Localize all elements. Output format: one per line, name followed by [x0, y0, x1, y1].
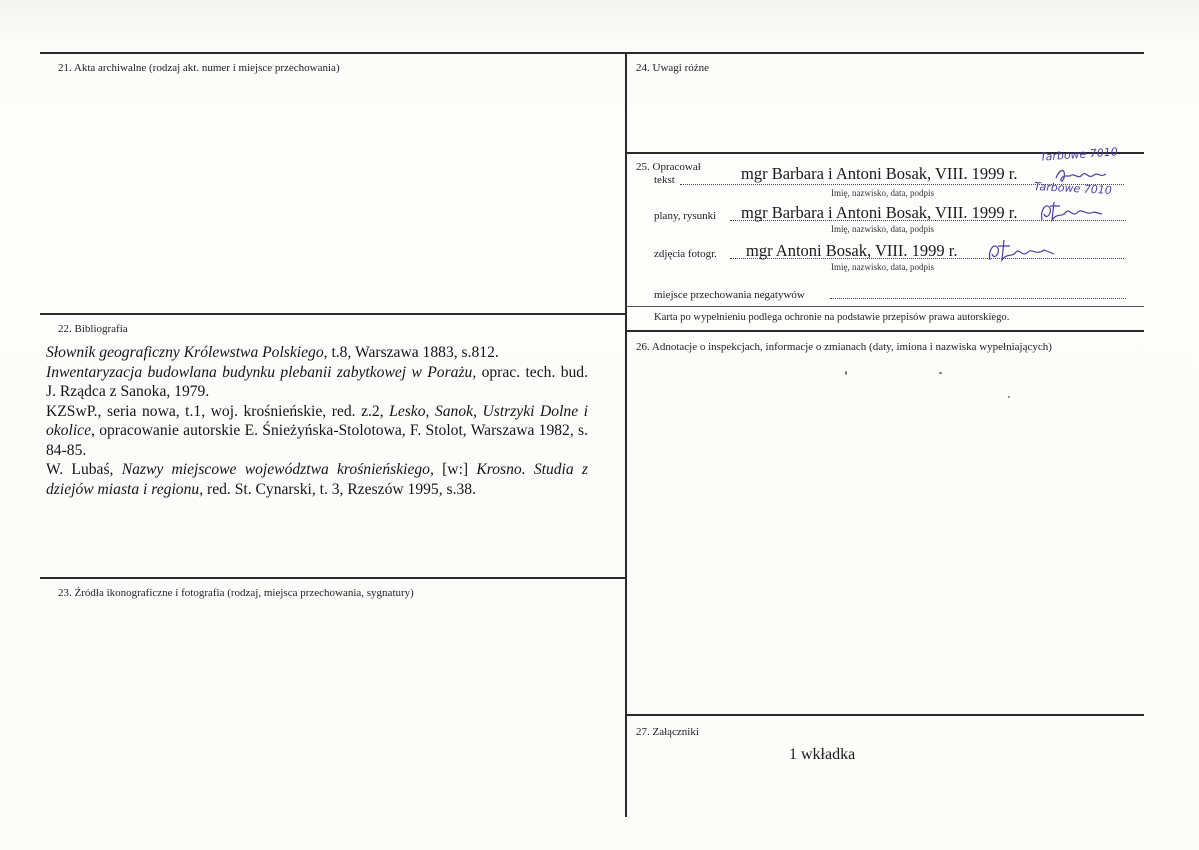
attachments-value: 1 wkładka — [789, 746, 856, 763]
speck — [845, 371, 847, 375]
section-21-label: 21. Akta archiwalne (rodzaj akt. numer i miejsce przechowania) — [58, 62, 340, 74]
zdjecia-caption: Imię, nazwisko, data, podpis — [831, 262, 934, 272]
bibliography — [46, 343, 588, 499]
speck — [939, 372, 942, 374]
bib-entry: W. Lubaś, Nazwy miejscowe województwa krośnieńskiego, [w:] Krosno. Studia z dziejów miasta i regionu, red. St. Cynarski, t. 3, Rzeszów 1995, s.38. — [46, 461, 588, 498]
plany-caption: Imię, nazwisko, data, podpis — [831, 224, 934, 234]
zdjecia-value: mgr Antoni Bosak, VIII. 1999 r. — [746, 241, 958, 260]
signature-tekst — [1052, 164, 1112, 186]
section-27-label: 27. Załączniki — [636, 726, 699, 738]
center-divider — [625, 52, 627, 817]
rule-26-27 — [626, 714, 1144, 716]
rule-21-22 — [40, 313, 626, 315]
section-22-label: 22. Bibliografia — [58, 323, 128, 335]
plany-label: plany, rysunki — [654, 210, 717, 222]
copyright-note: Karta po wypełnieniu podlega ochronie na podstawie przepisów prawa autorskiego. — [654, 312, 1010, 323]
plany-value: mgr Barbara i Antoni Bosak, VIII. 1999 r. — [741, 203, 1018, 222]
handwritten-note-second: Tarbowe 7010 — [1033, 179, 1113, 198]
bib-entry: Inwentaryzacja budowlana budynku plebanii zabytkowej w Porażu, oprac. tech. bud. J. Rządca z Sanoka, 1979. — [46, 363, 588, 400]
negatywy-dots — [830, 298, 1126, 299]
bib-entry: Słownik geograficzny Królewstwa Polskiego, t.8, Warszawa 1883, s.812. — [46, 344, 499, 361]
bib-entry: KZSwP., seria nowa, t.1, woj. krośnieńskie, red. z.2, Lesko, Sanok, Ustrzyki Dolne i okolice, opracowanie autorskie E. Śnieżyńska-Stolotowa, F. Stolot, Warszawa 1982, s. 84-85. — [46, 402, 588, 459]
rule-22-23 — [40, 577, 626, 579]
signature-plany — [1036, 200, 1108, 224]
section-25-label: 25. Opracował — [636, 161, 701, 173]
section-24-label: 24. Uwagi różne — [636, 62, 710, 74]
handwritten-note-top: Tarbowe 7010 — [1039, 145, 1119, 164]
tekst-label: tekst — [654, 174, 675, 186]
rule-25-26 — [626, 330, 1144, 332]
section-26-label: 26. Adnotacje o inspekcjach, informacje o zmianach (daty, imiona i nazwiska wypełniających) — [636, 341, 1052, 353]
tekst-caption: Imię, nazwisko, data, podpis — [831, 188, 934, 198]
signature-zdjecia — [984, 238, 1060, 264]
negatywy-label: miejsce przechowania negatywów — [654, 289, 805, 301]
section-23-label: 23. Źródła ikonograficzne i fotografia (rodzaj, miejsca przechowania, sygnatury) — [58, 587, 414, 599]
speck — [1008, 396, 1010, 398]
top-rule — [40, 52, 1144, 54]
tekst-value: mgr Barbara i Antoni Bosak, VIII. 1999 r. — [741, 164, 1018, 183]
zdjecia-label: zdjęcia fotogr. — [654, 248, 717, 260]
copyright-rule — [626, 306, 1144, 307]
